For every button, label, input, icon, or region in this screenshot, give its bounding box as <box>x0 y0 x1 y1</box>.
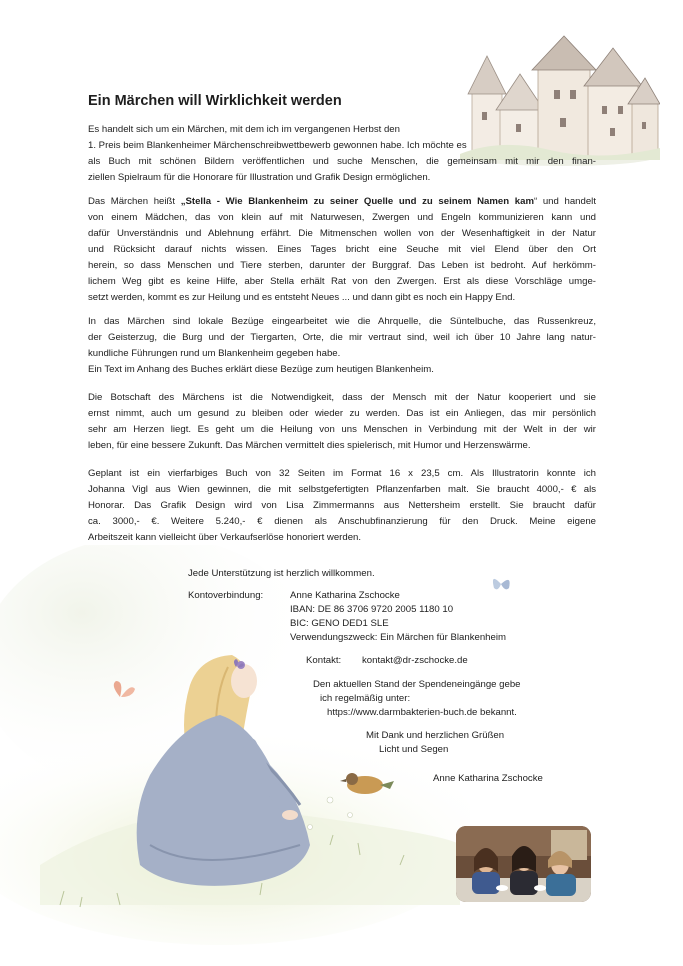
budget-paragraph: Geplant ist ein vierfarbiges Buch von 32 Seiten im Format 16 x 23,5 cm. Als Illustratorin konnte ich Johanna Vigl aus Wien gewinnen, die mit selbstgefertigten Pflanzenfarben malt. Sie braucht 4000,- € als Honorar. Das Grafik Design wird von Lisa Zimmermanns aus Nettersheim erstellt. Sie braucht dafür ca. 3000,- €. Weitere 5.240,- € dienen als Anschubfinanzierung für den Druck. Meine eigene Arbeitszeit kann vielleicht über Verkaufserlöse honoriert werden. <box>88 468 596 543</box>
contact-email[interactable]: kontakt@dr-zschocke.de <box>362 655 468 666</box>
donations-line-2: ich regelmäßig unter: <box>320 693 411 704</box>
account-holder: Anne Katharina Zschocke <box>290 590 400 601</box>
bic: BIC: GENO DED1 SLE <box>290 618 389 629</box>
payment-purpose: Verwendungszweck: Ein Märchen für Blankenheim <box>290 632 506 643</box>
account-label: Kontoverbindung: <box>188 590 264 601</box>
greeting-line-1: Mit Dank und herzlichen Grüßen <box>366 730 505 741</box>
signature: Anne Katharina Zschocke <box>433 773 543 784</box>
blue-butterfly-icon <box>488 570 514 596</box>
page-title: Ein Märchen will Wirklichkeit werden <box>88 93 342 109</box>
iban: IBAN: DE 86 3706 9720 2005 1180 10 <box>290 604 454 615</box>
book-title: „Stella - Wie Blankenheim zu seiner Quelle und zu seinem Namen kam <box>180 196 534 207</box>
intro-paragraph: Es handelt sich um ein Märchen, mit dem ich im vergangenen Herbst den 1. Preis beim Blankenheimer Märchenschreibwettbewerb gewonnen habe. Ich möchte es als Buch mit schönen Bildern veröffentlichen und suche Menschen, die gemeinsam mit mir den finan- ziellen Spielraum für die Honorare für Illustration und Grafik Design ermöglichen. <box>88 124 596 183</box>
donations-link[interactable]: https://www.darmbakterien-buch.de bekannt. <box>327 707 517 718</box>
story-paragraph: Das Märchen heißt „Stella - Wie Blankenheim zu seiner Quelle und zu seinem Namen kam“ und handelt von einem Mädchen, das von klein auf mit Naturwesen, Zwergen und Engeln kommunizieren kann und dafür Unverständnis und Ablehnung erfährt. Die Mitmenschen wollen von der Wesenhaftigkeit in der Natur und Rücksicht darauf nichts wissen. Eines Tages bricht eine Seuche mit viel Elend über den Ort herein, so dass Menschen und Tiere sterben, darunter der Burggraf. Das Leben ist bedroht. Auf herkömm- lichem Weg gibt es keine Hilfe, aber Stella erhält Rat von den Zwergen. Erst als diese Vorschläge umge- setzt werden, kommt es zur Heilung und es entsteht Neues ... und dann gibt es noch ein Happy End. <box>88 196 596 303</box>
contact-label: Kontakt: <box>306 655 342 666</box>
team-photo <box>456 826 591 902</box>
donations-line-1: Den aktuellen Stand der Spendeneingänge gebe <box>313 679 521 690</box>
local-references-paragraph: In das Märchen sind lokale Bezüge eingearbeitet wie die Ahrquelle, die Süntelbuche, das Russenkreuz, der Geisterzug, die Burg und der Tiergarten, Orte, die mir vertraut sind, weil ich über 10 Jahre lang natur- kundliche Führungen rund um Blankenheim gegeben habe. Ein Text im Anhang des Buches erklärt diese Bezüge zum heutigen Blankenheim. <box>88 316 596 375</box>
greeting-line-2: Licht und Segen <box>379 744 449 755</box>
support-line: Jede Unterstützung ist herzlich willkommen. <box>188 568 375 579</box>
message-paragraph: Die Botschaft des Märchens ist die Notwendigkeit, dass der Mensch mit der Natur kooperiert und sie ernst nimmt, auch um gesund zu bleiben oder wieder zu werden. Das ist ein Anliegen, das mir persönlich sehr am Herzen liegt. Es geht um die Heilung von uns Menschen in Verbindung mit der Welt in der wir leben, für eine bessere Zukunft. Das Märchen vermittelt dies spielerisch, mit Humor und Herzenswärme. <box>88 392 596 451</box>
